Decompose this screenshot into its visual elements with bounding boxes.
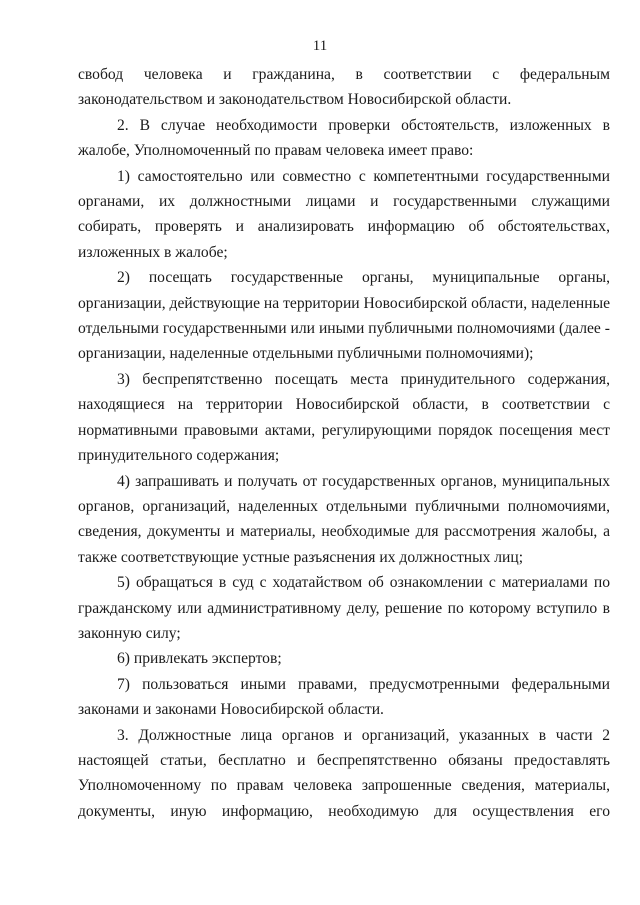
paragraph-item-4: 4) запрашивать и получать от государственных органов, муниципальных органов, организаций, наделенных отдельными публичными полномочиями, сведения, документы и материалы, необходимые для рассмотрения жалобы, а также соответствующие устные разъяснения их должностных лиц;: [78, 472, 610, 566]
paragraph-item-6: 6) привлекать экспертов;: [117, 650, 282, 668]
paragraph-item-1: 1) самостоятельно или совместно с компетентными государственными органами, их должностными лицами и государственными служащими собирать, проверять и анализировать информацию об обстоятельствах, изложенных в жалобе;: [78, 167, 610, 261]
paragraph-section-3: 3. Должностные лица органов и организаций, указанных в части 2 настоящей статьи, бесплатно и беспрепятственно обязаны предоставлять Уполномоченному по правам человека запрошенные сведения, материалы, документы, иную информацию, необходимую для осуществления его: [78, 726, 610, 820]
paragraph-item-2: 2) посещать государственные органы, муниципальные органы, организации, действующие на территории Новосибирской области, наделенные отдельными государственными или иными публичными полномочиями (далее - организации, наделенные отдельными публичными полномочиями);: [78, 269, 610, 363]
page-number: 11: [312, 38, 328, 54]
paragraph-section-2: 2. В случае необходимости проверки обстоятельств, изложенных в жалобе, Уполномоченный по правам человека имеет право:: [78, 116, 610, 160]
document-body: [78, 62, 610, 824]
paragraph-continuation: свобод человека и гражданина, в соответствии с федеральным законодательством и законодательством Новосибирской области.: [78, 66, 610, 109]
paragraph-item-5: 5) обращаться в суд с ходатайством об ознакомлении с материалами по гражданскому или административному делу, решение по которому вступило в законную силу;: [78, 574, 610, 642]
paragraph-item-3: 3) беспрепятственно посещать места принудительного содержания, находящиеся на территории Новосибирской области, в соответствии с нормативными правовыми актами, регулирующими порядок посещения мест принудительного содержания;: [78, 370, 610, 465]
paragraph-item-7: 7) пользоваться иными правами, предусмотренными федеральными законами и законами Новосибирской области.: [78, 675, 610, 719]
